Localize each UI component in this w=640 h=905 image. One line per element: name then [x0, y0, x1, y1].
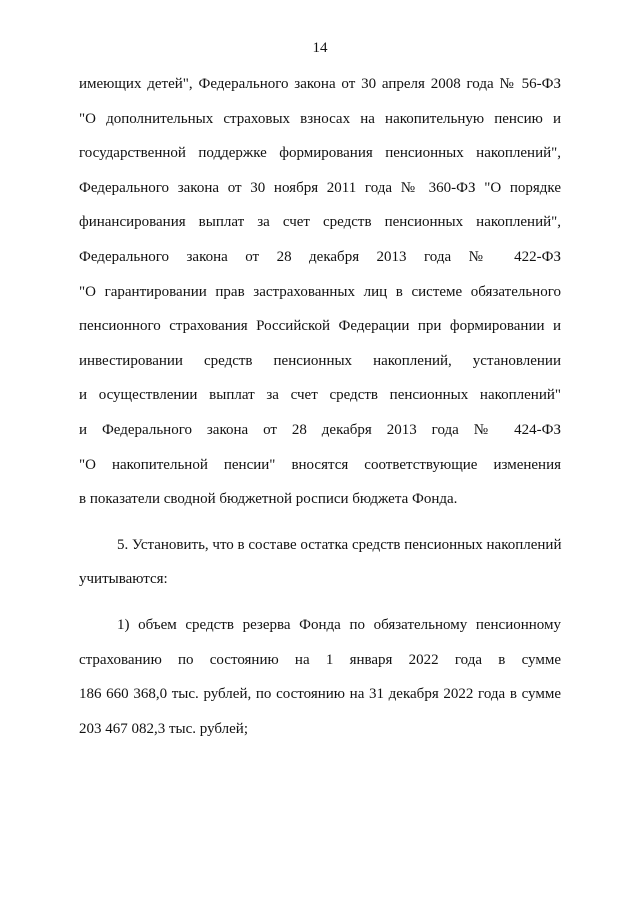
- text-line: 5. Установить, что в составе остатка средств пенсионных накоплений: [117, 536, 562, 553]
- paragraph-subitem-1: [79, 615, 561, 753]
- text-line: 1) объем средств резерва Фонда по обязательному пенсионному: [117, 616, 561, 633]
- text-line: и осуществлении выплат за счет средств пенсионных накоплений": [79, 387, 561, 404]
- text-line: 203 467 082,3 тыс. рублей;: [79, 720, 248, 737]
- text-line: в показатели сводной бюджетной росписи бюджета Фонда.: [79, 491, 458, 508]
- text-line: Федерального закона от 28 декабря 2013 года № 422-ФЗ: [79, 248, 561, 265]
- text-line: "О гарантировании прав застрахованных лиц в системе обязательного: [79, 283, 561, 300]
- text-line: страхованию по состоянию на 1 января 2022 года в сумме: [79, 651, 561, 668]
- text-line: и Федерального закона от 28 декабря 2013 года № 424-ФЗ: [79, 421, 561, 438]
- text-line: учитываются:: [79, 571, 168, 588]
- page-number: 14: [312, 40, 328, 56]
- document-body: [79, 74, 561, 753]
- text-line: "О накопительной пенсии" вносятся соответствующие изменения: [79, 456, 561, 473]
- text-line: пенсионного страхования Российской Федерации при формировании и: [79, 318, 561, 335]
- text-line: финансирования выплат за счет средств пенсионных накоплений",: [79, 214, 561, 231]
- text-line: 186 660 368,0 тыс. рублей, по состоянию на 31 декабря 2022 года в сумме: [79, 686, 561, 703]
- text-line: государственной поддержке формирования пенсионных накоплений",: [79, 145, 561, 162]
- text-line: "О дополнительных страховых взносах на накопительную пенсию и: [79, 110, 561, 127]
- text-line: инвестировании средств пенсионных накоплений, установлении: [79, 352, 561, 369]
- text-line: Федерального закона от 30 ноября 2011 года № 360-ФЗ "О порядке: [79, 179, 561, 196]
- paragraph-continuation: [79, 74, 561, 524]
- text-line: имеющих детей", Федерального закона от 30 апреля 2008 года № 56-ФЗ: [79, 76, 561, 92]
- paragraph-item-5: [79, 535, 561, 604]
